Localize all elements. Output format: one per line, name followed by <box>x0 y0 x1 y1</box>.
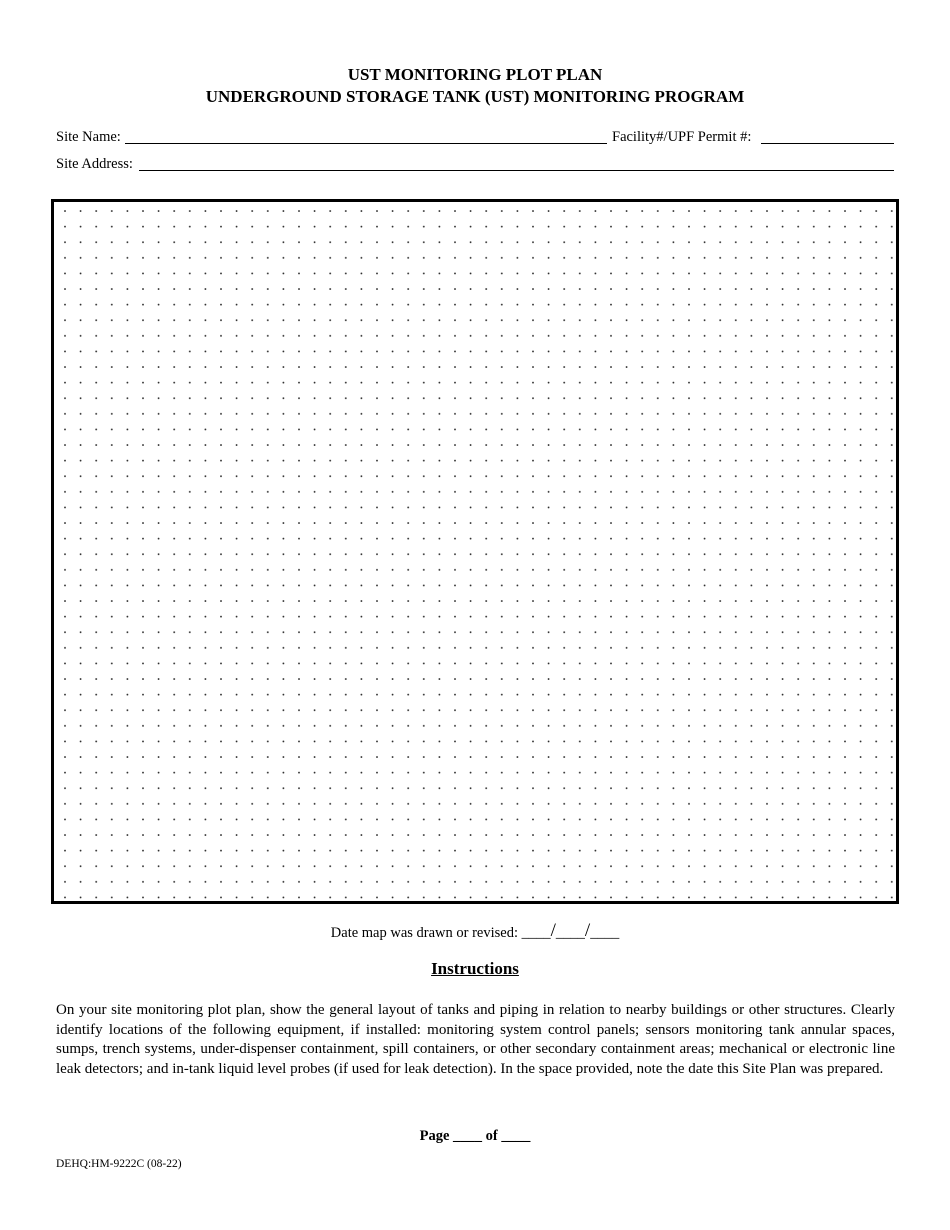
date-revised-row <box>0 921 950 943</box>
date-year-blank[interactable]: ____ <box>590 925 620 941</box>
site-address-field[interactable] <box>139 153 894 171</box>
form-title: UST MONITORING PLOT PLAN <box>347 65 603 84</box>
date-month-blank[interactable]: ____ <box>521 925 551 941</box>
date-separator-2: / <box>584 920 591 941</box>
permit-number-field[interactable] <box>761 126 894 144</box>
site-address-label: Site Address: <box>56 156 133 172</box>
instructions-heading: Instructions <box>431 959 519 978</box>
permit-label: Facility#/UPF Permit #: <box>612 129 752 145</box>
instructions-body: On your site monitoring plot plan, show the general layout of tanks and piping in relation to nearby buildings or other structures. Clearly identify locations of the following equipment, if installed: monitoring system control panels; sensors monitoring tank annular spaces, sumps, trench systems, under-dispenser containment, spill containers, or other secondary containment areas; mechanical or electronic line leak detectors; and in-tank liquid level probes (if used for leak detection). In the space provided, note the date this Site Plan was prepared. <box>56 1002 895 1077</box>
dot-grid <box>54 202 896 901</box>
site-name-field[interactable] <box>125 126 607 144</box>
date-day-blank[interactable]: ____ <box>555 925 585 941</box>
form-subtitle: UNDERGROUND STORAGE TANK (UST) MONITORING PROGRAM <box>205 87 745 106</box>
page-of-label: of <box>485 1128 498 1144</box>
date-separator-1: / <box>550 920 556 941</box>
site-name-label: Site Name: <box>56 129 121 145</box>
form-code: DEHQ:HM-9222C (08-22) <box>56 1158 182 1170</box>
page-total-blank[interactable]: ____ <box>501 1128 531 1144</box>
page-label: Page <box>419 1128 450 1144</box>
plot-plan-grid[interactable] <box>51 199 899 904</box>
date-revised-label: Date map was drawn or revised: <box>330 925 519 941</box>
page-number-blank[interactable]: ____ <box>453 1128 483 1144</box>
page-number-row <box>0 1128 950 1145</box>
